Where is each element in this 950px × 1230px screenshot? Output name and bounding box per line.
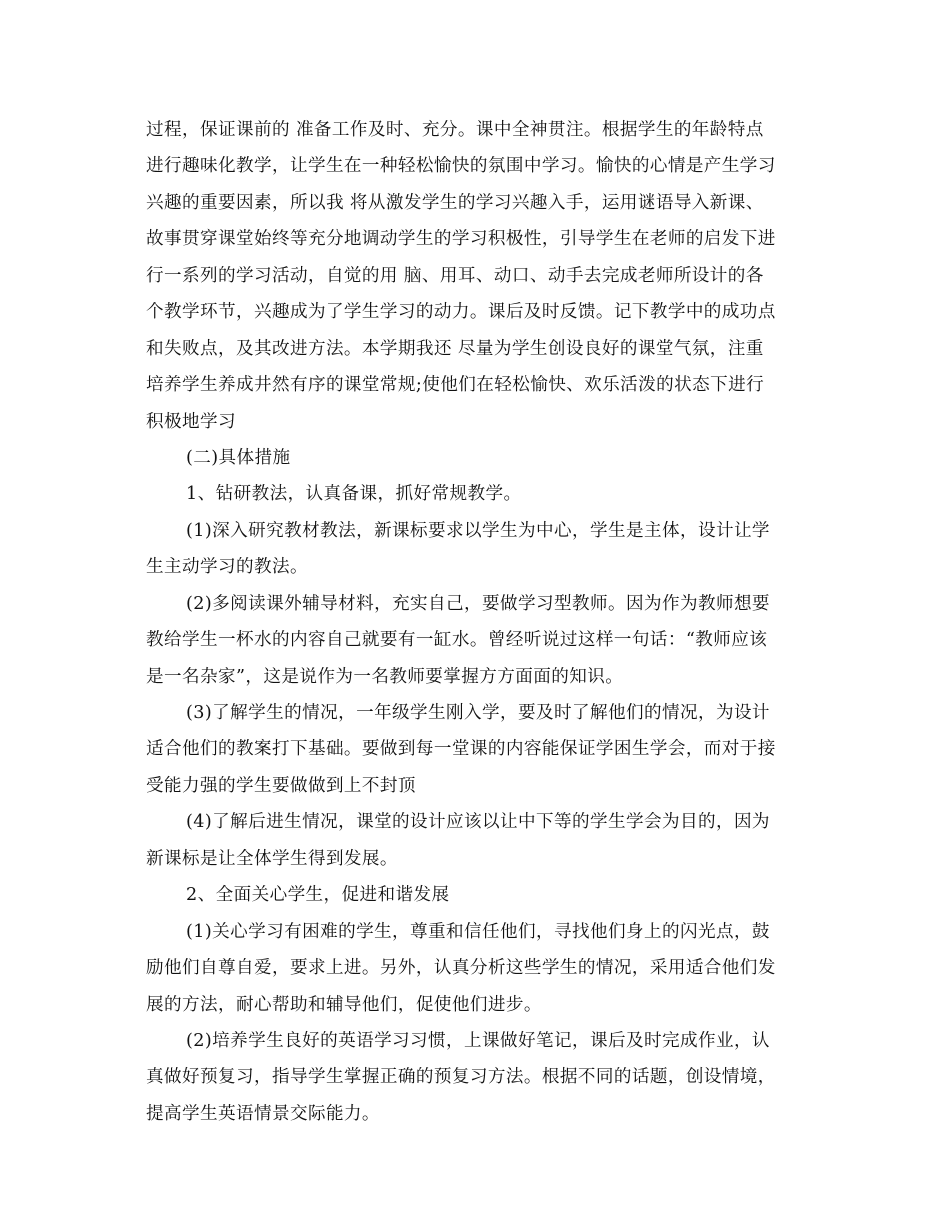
text-line: 是一名杂家”，这是说作为一名教师要掌握方方面面的知识。 — [146, 666, 624, 687]
text-line: 和失败点，及其改进方法。本学期我还 尽量为学生创设良好的课堂气氛，注重 — [146, 338, 764, 359]
subsection-heading: 2、全面关心学生，促进和谐发展 — [186, 885, 450, 906]
document-body — [146, 112, 806, 1132]
text-line: 受能力强的学生要做做到上不封顶 — [146, 775, 416, 796]
text-line: 培养学生养成井然有序的课堂常规;使他们在轻松愉快、欢乐活泼的状态下进行 — [146, 375, 765, 396]
text-line: 适合他们的教案打下基础。要做到每一堂课的内容能保证学困生学会，而对于接 — [146, 739, 776, 760]
text-line: 故事贯穿课堂始终等充分地调动学生的学习积极性，引导学生在老师的启发下进 — [146, 229, 776, 250]
text-line: 教给学生一杯水的内容自己就要有一缸水。曾经听说过这样一句话：“教师应该 — [146, 630, 768, 651]
text-line: 个教学环节，兴趣成为了学生学习的动力。课后及时反馈。记下教学中的成功点 — [146, 302, 776, 323]
text-line: (2)培养学生良好的英语学习习惯，上课做好笔记，课后及时完成作业，认 — [186, 1030, 770, 1051]
text-line: 兴趣的重要因素，所以我 将从激发学生的学习兴趣入手，运用谜语导入新课、 — [146, 192, 764, 213]
text-line: 提高学生英语情景交际能力。 — [146, 1103, 380, 1124]
text-line: 励他们自尊自爱，要求上进。另外，认真分析这些学生的情况，采用适合他们发 — [146, 958, 776, 979]
text-line: 展的方法，耐心帮助和辅导他们，促使他们进步。 — [146, 994, 542, 1015]
text-line: 生主动学习的教法。 — [146, 557, 308, 578]
text-line: (2)多阅读课外辅导材料，充实自己，要做学习型教师。因为作为教师想要 — [186, 593, 770, 614]
section-heading: (二)具体措施 — [186, 447, 291, 468]
text-line: (3)了解学生的情况，一年级学生刚入学，要及时了解他们的情况，为设计 — [186, 703, 770, 723]
text-line: 积极地学习 — [146, 411, 236, 432]
text-line: 真做好预复习，指导学生掌握正确的预复习方法。根据不同的话题，创设情境， — [146, 1067, 776, 1088]
text-line: 过程，保证课前的 准备工作及时、充分。课中全神贯注。根据学生的年龄特点 — [146, 120, 764, 140]
text-line: 行一系列的学习活动，自觉的用 脑、用耳、动口、动手去完成老师所设计的各 — [146, 265, 764, 286]
subsection-heading: 1、钻研教法，认真备课，抓好常规教学。 — [186, 484, 522, 505]
text-line: 进行趣味化教学，让学生在一种轻松愉快的氛围中学习。愉快的心情是产生学习 — [146, 156, 776, 177]
text-line: 新课标是让全体学生得到发展。 — [146, 848, 398, 869]
text-line: (1)关心学习有困难的学生，尊重和信任他们，寻找他们身上的闪光点，鼓 — [186, 921, 770, 942]
text-line: (4)了解后进生情况，课堂的设计应该以让中下等的学生学会为目的，因为 — [186, 812, 770, 833]
text-line: (1)深入研究教材教法，新课标要求以学生为中心，学生是主体，设计让学 — [186, 520, 770, 541]
